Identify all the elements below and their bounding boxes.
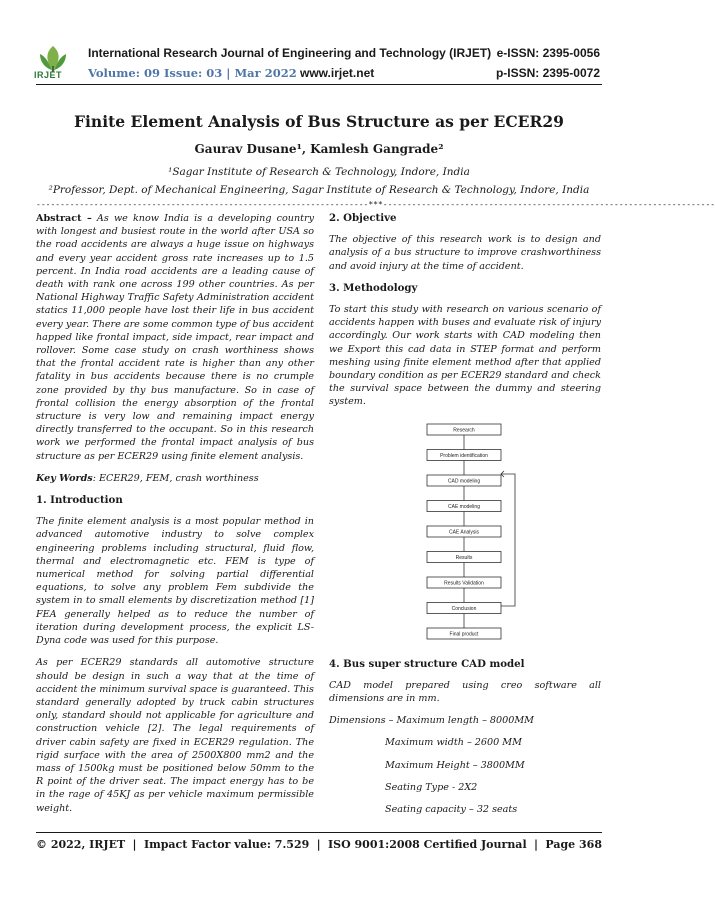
flow-label-final-product: Final product [449,630,479,637]
methodology-heading: 3. Methodology [329,281,418,294]
affiliation-2: ²Professor, Dept. of Mechanical Engineering, Sagar Institute of Research & Technology, Indore, India [48,184,590,196]
seating-capacity: Seating capacity – 32 seats [385,804,518,816]
footer-copyright: © 2022, IRJET [36,838,126,851]
cad-heading: 4. Bus super structure CAD model [329,657,525,670]
page-footer [36,838,602,851]
abstract-paragraph [36,212,314,463]
dimension-height: Maximum Height – 3800MM [385,759,525,771]
flow-label-problem-identification: Problem identification [440,452,488,459]
feedback-loop-line [501,474,515,606]
intro-paragraph-2: As per ECER29 standards all automotive structure should be design in such a way that at the time of accident the minimum survival space is guaranteed. This standard generally adopted by truck cabin structures only, standard should not applicable for agriculture and construction vehicle [2]. The legal requirements of driver cabin safety are fixed in ECER29 regulation. The rigid surface with the area of 2500X800 mm2 and the mass of 1500kg must be positioned below 50mm to the R point of the driver seat. The impact energy has to be in the rage of 45KJ as per vehicle maximum permissible weight. [36,657,314,814]
footer-sep-1: | [132,838,137,851]
journal-name: International Research Journal of Engineering and Technology (IRJET) [88,46,492,60]
paper-title: Finite Element Analysis of Bus Structure as per ECER29 [74,112,564,131]
keywords-text: : ECER29, FEM, crash worthiness [92,472,259,484]
flow-label-cad-modeling: CAD modeling [447,477,481,484]
section-separator: ---------------------------------------------------------------------***--------------------------------------------------------------------- [36,200,715,209]
footer-page-number: Page 368 [545,838,602,851]
abstract-label: Abstract – [36,213,92,224]
keywords-paragraph [36,472,314,485]
abstract-text: As we know India is a developing country with longest and busiest route in the world after USA so the road accidents are always a huge issue on highways and every year accident gross rate increases up to 1.5 percent. In India road accidents are a leading cause of death with rank one across 199 other countries. As per National Highway Traffic Safety Administration accident statics 11,000 people have lost their life in bus accident every year. There are some common type of bus accident happed like frontal impact, side impact, rear impact and rollover. Some case study on crash worthiness shows that the frontal accident rate is higher than any other fatality in bus accidents because there is no crumple zone provided by thy bus manufacture. So in case of frontal collision the energy absorption of the frontal structure is very low and remaining impact energy directly transferred to the occupant. So in this research work we performed the frontal impact analysis of bus structure as per ECER29 using finite element analysis. [36,213,314,462]
footer-impact-factor: Impact Factor value: 7.529 [143,838,310,851]
dimension-width: Maximum width – 2600 MM [385,737,522,749]
flow-label-cae-analysis: CAE Analysis [448,528,480,535]
intro-heading: 1. Introduction [36,494,123,507]
objective-heading: 2. Objective [329,212,397,224]
affiliation-1: ¹Sagar Institute of Research & Technology, Indore, India [168,166,470,178]
flow-label-cae-modeling: CAE modeling [448,503,480,510]
cad-paragraph: CAD model prepared using creo software all dimensions are in mm. [329,679,601,705]
paper-authors: Gaurav Dusane¹, Kamlesh Gangrade² [194,142,444,156]
left-column [36,212,314,824]
methodology-flowchart [329,418,601,650]
right-column [329,212,601,825]
intro-paragraph-1: The finite element analysis is a most popular method in advanced automotive industry to solve complex engineering problems including structural, fluid flow, thermal and electromagnetic etc. FEM is type of numerical method for solving partial differential equations, to solve any problem Fem subdivide the system in to small elements by discretization method [1] FEA generally helped as to reduce the number of iteration during development process, the explicit LS-Dyna code was used for this purpose. [36,516,314,647]
footer-iso: ISO 9001:2008 Certified Journal [328,838,527,851]
journal-website[interactable]: www.irjet.net [300,66,375,80]
flow-label-results: Results [455,554,473,561]
footer-sep-3: | [534,838,539,851]
footer-sep-2: | [316,838,321,851]
objective-paragraph: The objective of this research work is to design and analysis of a bus structure to improve crashworthiness and avoid injury at the time of accident. [329,234,601,272]
footer-divider [36,832,602,833]
keywords-label: Key Words [36,472,93,484]
page-header [0,0,638,90]
seating-type: Seating Type - 2X2 [385,781,478,793]
flow-label-research: Research [453,426,475,433]
header-divider [36,84,602,85]
flow-label-conclusion: Conclusion [451,605,477,612]
e-issn: e-ISSN: 2395-0056 [496,46,600,60]
logo-text: IRJET [34,70,63,80]
p-issn: p-ISSN: 2395-0072 [495,66,600,80]
dimension-length: Dimensions – Maximum length – 8000MM [329,715,534,727]
methodology-paragraph: To start this study with research on various scenario of accidents happen with buses and evaluate risk of injury accordingly. Our work starts with CAD modeling then we Export this cad data in STEP format and perform meshing using finite element method after that applied boundary condition as per ECER29 standard and check the survival space between the dummy and steering system. [329,304,601,408]
flow-label-results-validation: Results Validation [444,579,484,586]
volume-issue: Volume: 09 Issue: 03 | Mar 2022 [88,66,297,80]
